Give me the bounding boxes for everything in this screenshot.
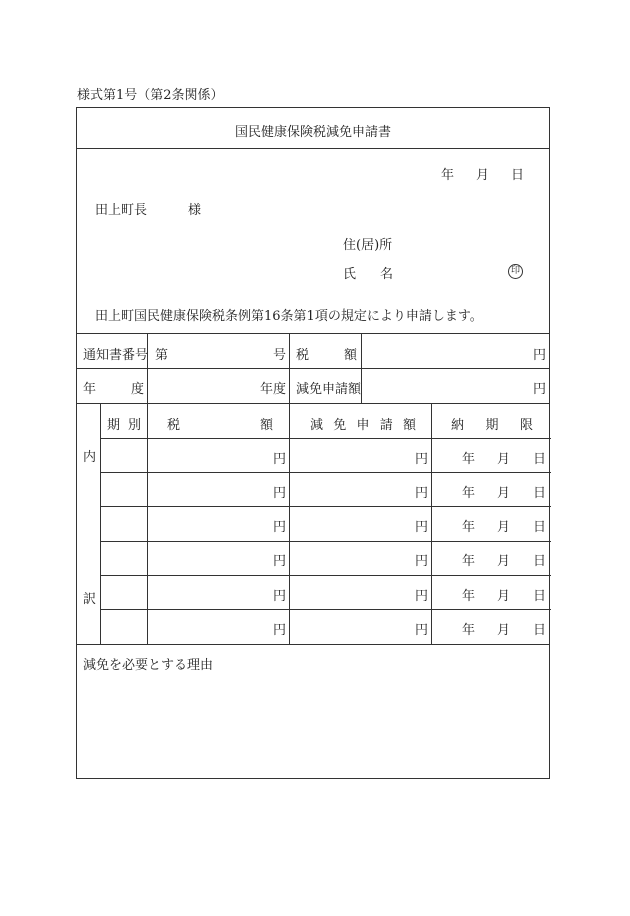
breakdown-side-label-bottom: 訳 [83, 592, 97, 607]
divider [100, 541, 551, 542]
form-caption: 様式第1号（第2条関係） [77, 88, 224, 103]
row-2-deadline-year: 年 [462, 486, 476, 501]
divider [100, 506, 551, 507]
row-2-deadline-month: 月 [497, 486, 511, 501]
notice-number-label: 通知書番号 [83, 348, 149, 363]
row-6-reduction-unit: 円 [415, 623, 429, 638]
row-5-reduction-unit: 円 [415, 589, 429, 604]
row-1-deadline-year: 年 [462, 452, 476, 467]
header-tax-amount: 税 額 [167, 418, 273, 433]
row-1-deadline-day: 日 [533, 452, 547, 467]
applicant-name-label-1: 氏 [343, 267, 357, 282]
breakdown-side-label-top: 内 [83, 450, 97, 465]
row-5-deadline-month: 月 [497, 589, 511, 604]
divider [100, 438, 551, 439]
row-3-tax-unit: 円 [273, 520, 287, 535]
divider [100, 609, 551, 610]
seal-mark [508, 262, 523, 279]
form-title: 国民健康保険税減免申請書 [234, 125, 391, 140]
divider [289, 334, 290, 403]
tax-amount-unit: 円 [533, 348, 547, 363]
row-6-deadline-month: 月 [497, 623, 511, 638]
row-1-tax-unit: 円 [273, 452, 287, 467]
fiscal-year-label-2: 度 [131, 382, 145, 397]
divider [361, 334, 362, 403]
row-1-deadline-month: 月 [497, 452, 511, 467]
row-3-reduction-unit: 円 [415, 520, 429, 535]
reduction-amount-label: 減免申請額 [296, 382, 362, 397]
notice-suffix: 号 [273, 348, 287, 363]
row-2-deadline-day: 日 [533, 486, 547, 501]
row-5-deadline-year: 年 [462, 589, 476, 604]
tax-amount-label-2: 額 [344, 348, 358, 363]
application-statement: 田上町国民健康保険税条例第16条第1項の規定により申請します。 [95, 309, 483, 324]
divider [77, 148, 549, 149]
reduction-amount-unit: 円 [533, 382, 547, 397]
date-year-label: 年 [441, 168, 455, 183]
divider [100, 575, 551, 576]
row-3-deadline-month: 月 [497, 520, 511, 535]
row-4-deadline-day: 日 [533, 554, 547, 569]
row-4-reduction-unit: 円 [415, 554, 429, 569]
row-4-deadline-month: 月 [497, 554, 511, 569]
notice-prefix: 第 [155, 348, 169, 363]
application-form [76, 107, 550, 779]
row-2-reduction-unit: 円 [415, 486, 429, 501]
row-1-reduction-unit: 円 [415, 452, 429, 467]
tax-amount-label-1: 税 [296, 348, 310, 363]
applicant-address-label: 住(居)所 [343, 238, 393, 253]
divider [100, 472, 551, 473]
reason-label: 減免を必要とする理由 [83, 658, 214, 673]
divider [289, 404, 290, 644]
header-period: 期 別 [107, 418, 141, 433]
applicant-name-label-2: 名 [380, 267, 394, 282]
divider [77, 644, 549, 645]
row-2-tax-unit: 円 [273, 486, 287, 501]
divider [100, 404, 101, 644]
row-3-deadline-year: 年 [462, 520, 476, 535]
row-5-tax-unit: 円 [273, 589, 287, 604]
row-4-tax-unit: 円 [273, 554, 287, 569]
fiscal-year-label-1: 年 [83, 382, 97, 397]
header-payment-deadline: 納 期 限 [451, 418, 533, 433]
date-day-label: 日 [511, 168, 525, 183]
row-4-deadline-year: 年 [462, 554, 476, 569]
divider [147, 404, 148, 644]
row-6-tax-unit: 円 [273, 623, 287, 638]
row-3-deadline-day: 日 [533, 520, 547, 535]
row-6-deadline-day: 日 [533, 623, 547, 638]
addressee-honorific: 様 [188, 203, 202, 218]
addressee-name: 田上町長 [95, 203, 148, 218]
date-month-label: 月 [476, 168, 490, 183]
row-5-deadline-day: 日 [533, 589, 547, 604]
divider [147, 334, 148, 403]
header-reduction-amount: 減 免 申 請 額 [310, 418, 416, 433]
fiscal-year-suffix: 年度 [260, 382, 287, 397]
row-6-deadline-year: 年 [462, 623, 476, 638]
seal-icon: 印 [508, 264, 523, 279]
divider [431, 404, 432, 644]
